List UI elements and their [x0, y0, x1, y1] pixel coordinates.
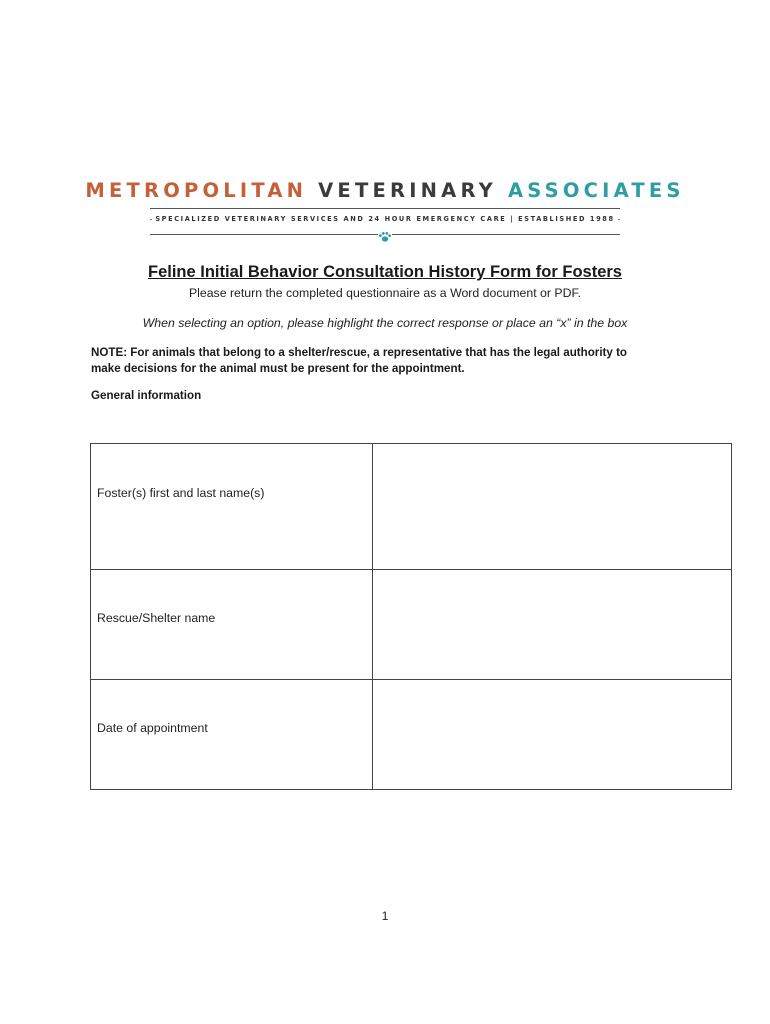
logo-tagline: SPECIALIZED VETERINARY SERVICES AND 24 HOUR EMERGENCY CARE | ESTABLISHED 1988	[155, 215, 615, 223]
paw-print-icon	[378, 230, 392, 242]
section-heading-general-information: General information	[91, 389, 202, 402]
note-line-1: NOTE: For animals that belong to a shelter/rescue, a representative that has the legal authority to	[91, 346, 628, 359]
logo-right-dot	[618, 219, 620, 220]
clinic-logo-wordmark	[0, 178, 770, 204]
general-information-table	[90, 443, 732, 790]
logo-word-associates: ASSOCIATES	[507, 179, 685, 202]
appointment-date-label-cell	[91, 680, 373, 790]
legal-authority-note	[91, 345, 691, 376]
page-number: 1	[381, 909, 389, 923]
foster-name-field[interactable]	[372, 444, 731, 570]
rescue-shelter-field[interactable]	[372, 570, 731, 680]
appointment-date-label: Date of appointment	[97, 720, 208, 735]
rescue-shelter-label-cell	[91, 570, 373, 680]
logo-top-rule	[150, 208, 620, 209]
foster-name-label-cell	[91, 444, 373, 570]
table-row	[91, 680, 732, 790]
table-row	[91, 444, 732, 570]
logo-word-veterinary: VETERINARY	[318, 179, 497, 202]
note-line-2: make decisions for the animal must be present for the appointment.	[91, 361, 465, 375]
table-row	[91, 570, 732, 680]
clinic-logo	[0, 178, 770, 204]
document-subtitle: Please return the completed questionnaire as a Word document or PDF.	[188, 286, 582, 300]
rescue-shelter-label: Rescue/Shelter name	[97, 610, 216, 625]
logo-word-metropolitan: METROPOLITAN	[85, 179, 308, 202]
document-title: Feline Initial Behavior Consultation History Form for Fosters	[148, 263, 622, 281]
selection-instruction: When selecting an option, please highlight the correct response or place an “x” in the box	[142, 316, 628, 330]
foster-name-label: Foster(s) first and last name(s)	[97, 485, 265, 500]
appointment-date-field[interactable]	[372, 680, 731, 790]
